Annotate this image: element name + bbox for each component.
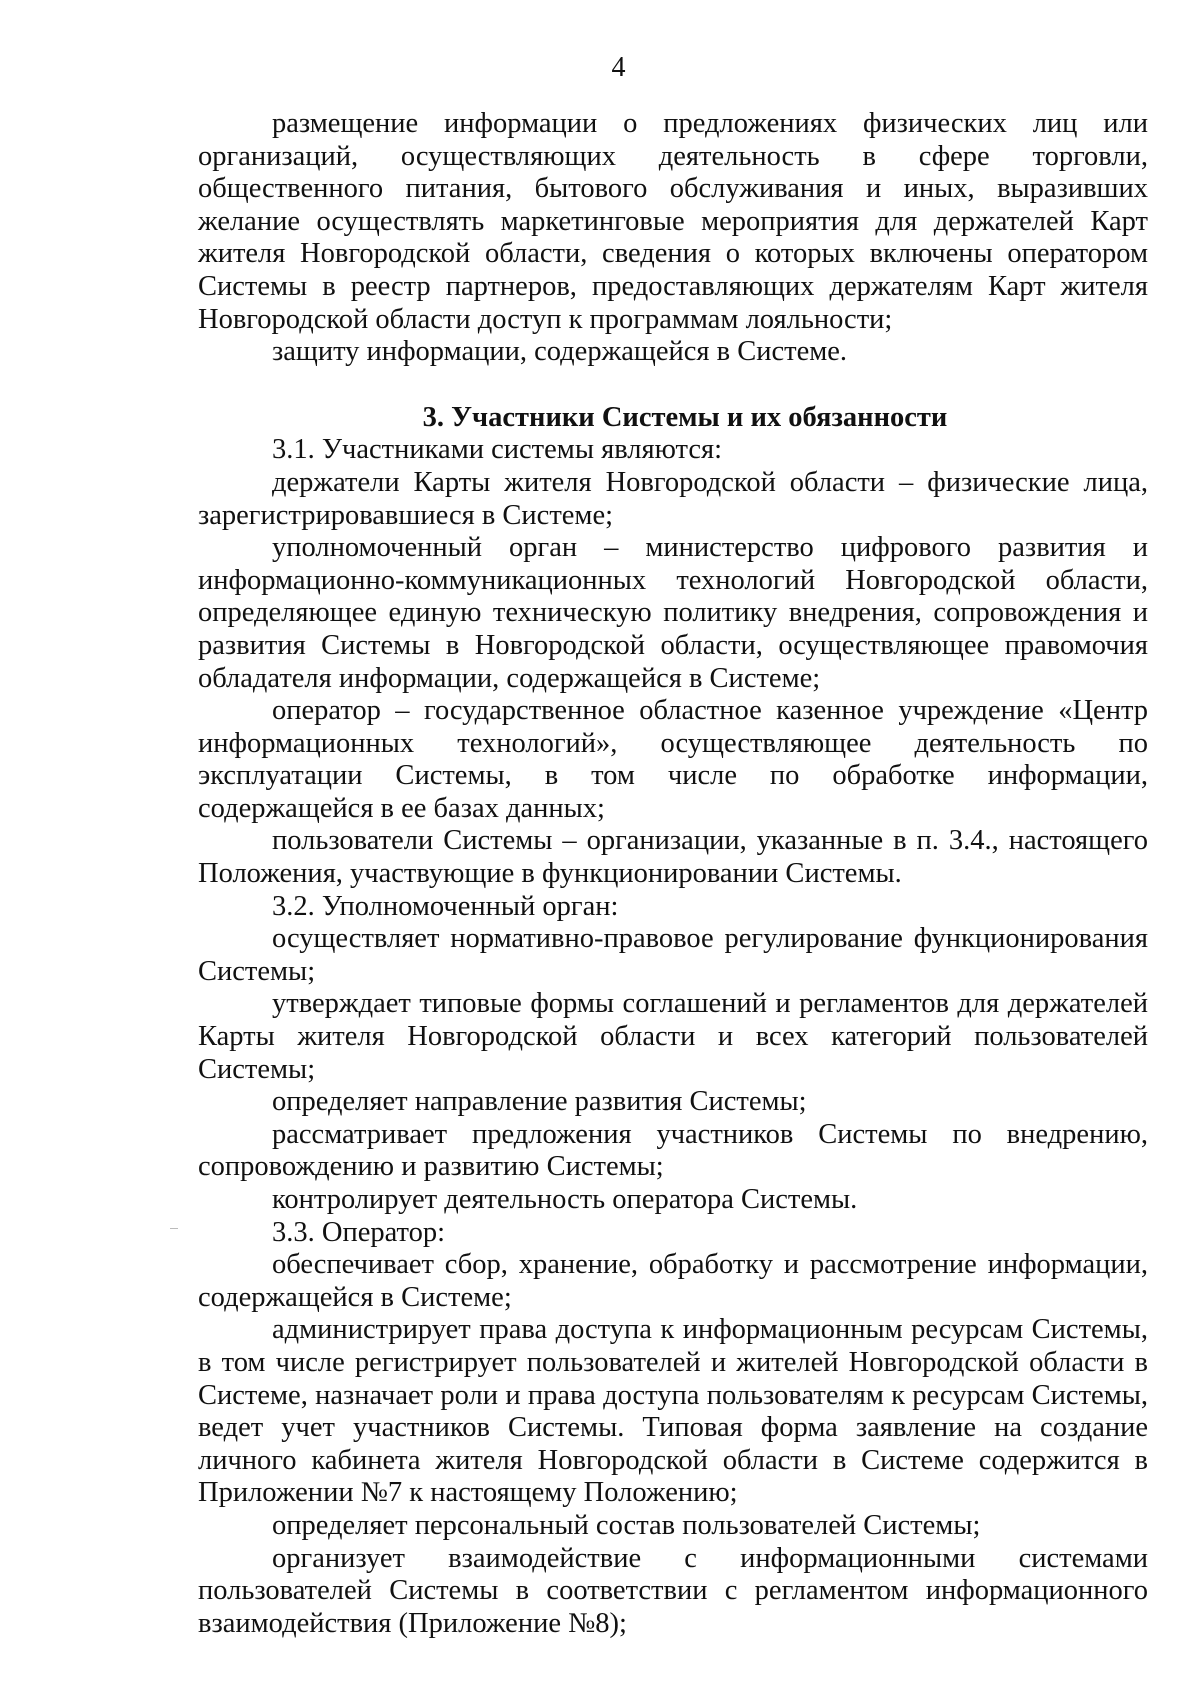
paragraph-development-direction: определяет направление развития Системы; (272, 1086, 807, 1118)
document-body (198, 108, 1148, 1640)
paragraph-3-1-title: 3.1. Участниками системы являются: (272, 434, 723, 466)
section-heading: 3. Участники Системы и их обязанности (422, 401, 948, 433)
paragraph-personnel: определяет персональный состав пользователей Системы; (272, 1509, 981, 1541)
paragraph-card-holders: держатели Карты жителя Новгородской области – физические лица, зарегистрировавшиеся в Системе; (198, 466, 1148, 531)
paragraph-interaction: организует взаимодействие с информационными системами пользователей Системы в соответствии с регламентом информационного взаимодействия (Приложение №8); (198, 1542, 1148, 1639)
paragraph-reviews-proposals: рассматривает предложения участников Системы по внедрению, сопровождению и развитию Системы; (198, 1118, 1148, 1183)
page-number: 4 (611, 52, 626, 83)
paragraph-access-rights: администрирует права доступа к информационным ресурсам Системы, в том числе регистрирует пользователей и жителей Новгородской области в Системе, назначает роли и права доступа пользователям к ресурсам Системы, ведет учет участников Системы. Типовая форма заявление на создание личного кабинета жителя Новгородской области в Системе содержится в Приложении №7 к настоящему Положению; (198, 1314, 1148, 1509)
paragraph-info-placement: размещение информации о предложениях физических лиц или организаций, осуществляющих деятельность в сфере торговли, общественного питания, бытового обслуживания и иных, выразивших желание осуществлять маркетинговые мероприятия для держателей Карт жителя Новгородской области, сведения о которых включены оператором Системы в реестр партнеров, предоставляющих держателям Карт жителя Новгородской области доступ к программам лояльности; (198, 108, 1148, 335)
paragraph-approves-forms: утверждает типовые формы соглашений и регламентов для держателей Карты жителя Новгородской области и всех категорий пользователей Системы; (198, 988, 1148, 1085)
paragraph-3-3-title: 3.3. Оператор: (272, 1216, 446, 1248)
paragraph-system-users: пользователи Системы – организации, указанные в п. 3.4., настоящего Положения, участвующие в функционировании Системы. (198, 825, 1148, 890)
paragraph-controls-operator: контролирует деятельность оператора Системы. (272, 1184, 858, 1215)
paragraph-info-protection: защиту информации, содержащейся в Системе. (272, 336, 848, 368)
paragraph-operator: оператор – государственное областное казенное учреждение «Центр информационных технологий», осуществляющее деятельность по эксплуатации Системы, в том числе по обработке информации, содержащейся в ее базах данных; (198, 695, 1148, 824)
paragraph-regulation: осуществляет нормативно-правовое регулирование функционирования Системы; (198, 923, 1148, 987)
paragraph-authorized-body: уполномоченный орган – министерство цифрового развития и информационно-коммуникационных технологий Новгородской области, определяющее единую техническую политику внедрения, сопровождения и развития Системы в Новгородской области, осуществляющее правомочия обладателя информации, содержащейся в Системе; (198, 532, 1148, 694)
paragraph-3-2-title: 3.2. Уполномоченный орган: (272, 890, 619, 922)
scan-margin-mark (170, 1228, 178, 1229)
paragraph-info-collection: обеспечивает сбор, хранение, обработку и рассмотрение информации, содержащейся в Системе; (198, 1249, 1148, 1313)
